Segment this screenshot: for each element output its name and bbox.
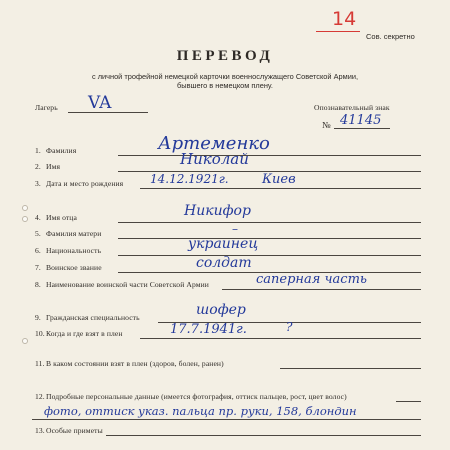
document-subtitle-line2: бывшего в немецком плену. — [177, 81, 273, 90]
personal-data-line-2 — [32, 419, 421, 420]
archive-number: 14 — [332, 8, 357, 30]
mother-surname-label: Фамилия матери — [46, 229, 102, 238]
specialty-label: Гражданская специальность — [46, 313, 140, 322]
rank-label: Воинское звание — [46, 263, 102, 272]
id-mark-value: 41145 — [340, 113, 382, 128]
nationality-line — [118, 255, 421, 256]
mother-surname-line — [118, 238, 421, 239]
field-5-number: 5. — [35, 229, 41, 238]
nationality-label: Национальность — [46, 246, 102, 255]
field-3-number: 3. — [35, 179, 41, 188]
camp-label: Лагерь — [35, 103, 58, 112]
surname-label: Фамилия — [46, 146, 77, 155]
mother-surname-value: – — [232, 222, 238, 236]
name-label: Имя — [46, 162, 61, 171]
punch-hole — [22, 216, 28, 222]
name-value: Николай — [180, 150, 249, 168]
condition-line — [280, 368, 421, 369]
capture-date-value: 17.7.1941г. — [170, 322, 247, 337]
specialty-value: шофер — [196, 302, 246, 318]
id-mark-line — [334, 128, 390, 129]
field-10-number: 10. — [35, 329, 45, 338]
punch-hole — [22, 338, 28, 344]
id-mark-number-sign: № — [322, 120, 331, 130]
field-13-number: 13. — [35, 426, 45, 435]
punch-hole — [22, 205, 28, 211]
unit-value: саперная часть — [256, 272, 367, 287]
personal-data-line-1 — [396, 401, 421, 402]
field-1-number: 1. — [35, 146, 41, 155]
capture-line — [140, 338, 421, 339]
camp-value: VA — [88, 93, 112, 113]
nationality-value: украинец — [188, 236, 259, 252]
archive-number-underline — [316, 31, 360, 32]
personal-data-value: фото, оттиск указ. пальца пр. руки, 158, блондин — [44, 404, 357, 418]
surname-value: Артеменко — [158, 133, 270, 154]
id-mark-label: Опознавательный знак — [314, 103, 390, 112]
rank-value: солдат — [196, 255, 252, 271]
field-2-number: 2. — [35, 162, 41, 171]
capture-place-value: ? — [286, 320, 293, 334]
field-9-number: 9. — [35, 313, 41, 322]
field-4-number: 4. — [35, 213, 41, 222]
document-title: ПЕРЕВОД — [176, 48, 274, 64]
father-name-line — [118, 222, 421, 223]
birth-place-value: Киев — [262, 172, 296, 187]
field-7-number: 7. — [35, 263, 41, 272]
field-11-number: 11. — [35, 359, 45, 368]
field-12-number: 12. — [35, 392, 45, 401]
birth-label: Дата и место рождения — [46, 179, 124, 188]
unit-label: Наименование воинской части Советской Армии — [46, 280, 209, 289]
classification-label: Сов. секретно — [366, 32, 415, 41]
birth-line — [140, 188, 421, 189]
capture-label: Когда и где взят в плен — [46, 329, 123, 338]
condition-label: В каком состоянии взят в плен (здоров, болен, ранен) — [46, 359, 224, 368]
surname-line — [118, 155, 421, 156]
unit-line — [222, 289, 421, 290]
personal-data-label: Подробные персональные данные (имеется фотография, оттиск пальцев, рост, цвет волос) — [46, 392, 347, 401]
field-6-number: 6. — [35, 246, 41, 255]
document-subtitle-line1: с личной трофейной немецкой карточки военнослужащего Советской Армии, — [91, 72, 359, 81]
field-8-number: 8. — [35, 280, 41, 289]
special-marks-line — [106, 435, 421, 436]
father-name-value: Никифор — [184, 203, 251, 219]
special-marks-label: Особые приметы — [46, 426, 103, 435]
birth-date-value: 14.12.1921г. — [150, 172, 229, 186]
father-name-label: Имя отца — [46, 213, 77, 222]
